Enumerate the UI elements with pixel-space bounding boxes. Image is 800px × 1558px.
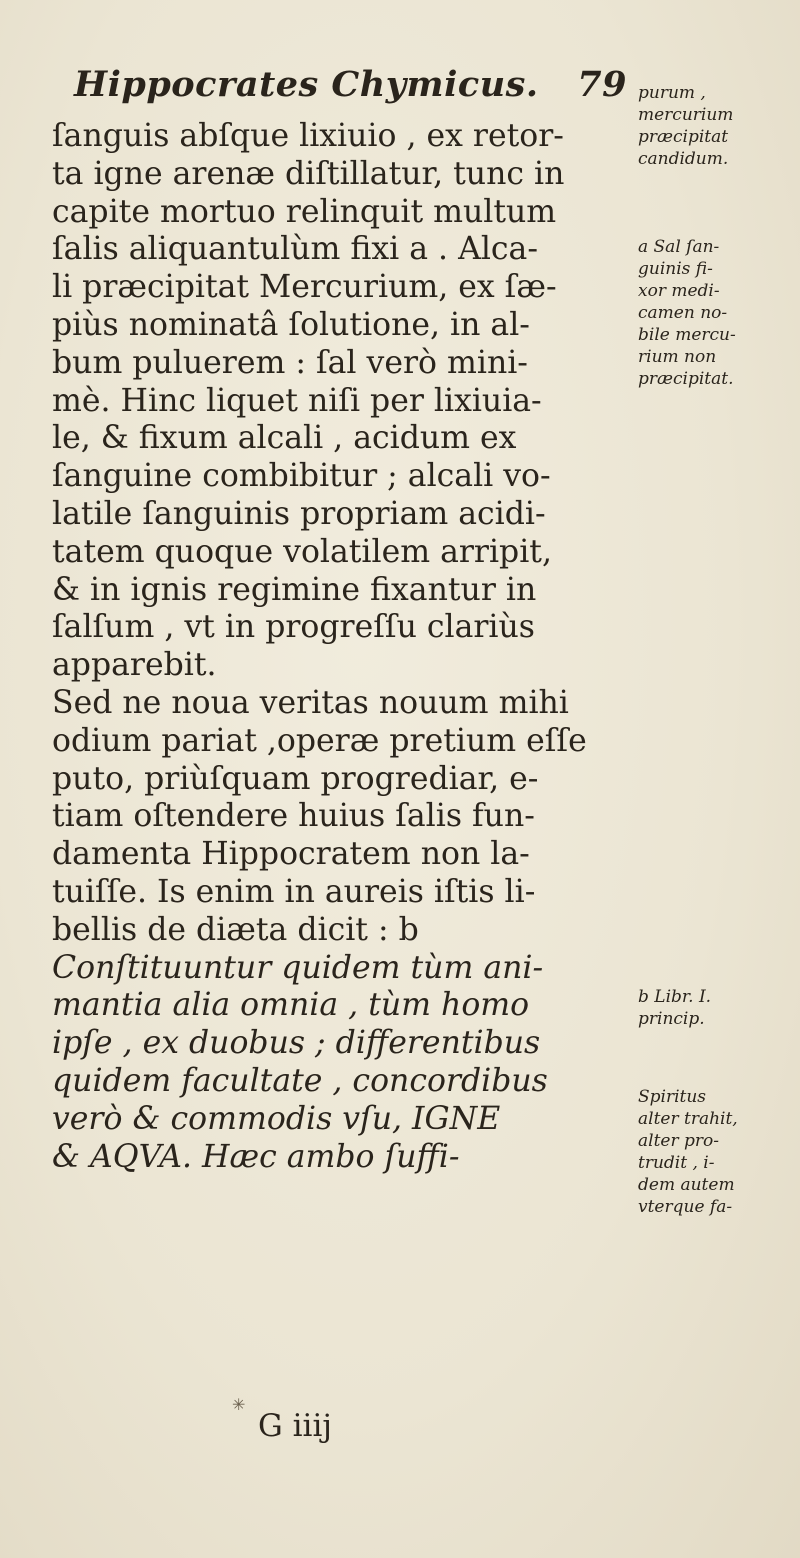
text-line: tatem quoque volatilem arripit, bbox=[52, 533, 552, 570]
margin-note bbox=[638, 1086, 788, 1218]
margin-note-line: guinis fi- bbox=[638, 259, 713, 279]
margin-note-line: dem autem bbox=[638, 1175, 735, 1195]
text-line: le, & fixum alcali , acidum ex bbox=[52, 420, 517, 457]
running-head bbox=[74, 64, 674, 105]
running-head-title: Hippocrates Chymicus. bbox=[74, 64, 539, 105]
text-line: ta igne arenæ diſtillatur, tunc in bbox=[52, 155, 565, 192]
text-line: ſalſum , vt in progreſſu clariùs bbox=[52, 609, 535, 646]
margin-note-line: candidum. bbox=[638, 149, 729, 169]
margin-note-line: bile mercu- bbox=[638, 325, 736, 345]
text-line: & in ignis regimine fixantur in bbox=[52, 571, 537, 608]
margin-note-line: alter pro- bbox=[638, 1131, 719, 1151]
page-number: 79 bbox=[577, 64, 627, 105]
text-line: apparebit. bbox=[52, 647, 217, 684]
text-line: ſanguine combibitur ; alcali vo- bbox=[52, 458, 551, 495]
margin-note-line: xor medi- bbox=[638, 281, 720, 301]
margin-note-line: a Sal ſan- bbox=[638, 237, 720, 257]
text-line: latile ſanguinis propriam acidi- bbox=[52, 495, 546, 532]
text-line: ſalis aliquantulùm fixi a . Alca- bbox=[52, 231, 538, 268]
ornament-icon: ✳ bbox=[232, 1395, 246, 1414]
text-line: odium pariat ,operæ pretium eſſe bbox=[52, 722, 587, 759]
signature-mark: G iiij bbox=[258, 1408, 332, 1444]
quotation-line: Conſtituuntur quidem tùm ani- bbox=[52, 949, 544, 986]
text-line: bum puluerem : ſal verò mini- bbox=[52, 344, 528, 381]
text-line: Sed ne noua veritas nouum mihi bbox=[52, 684, 569, 721]
margin-note-line: vterque fa- bbox=[638, 1197, 733, 1217]
text-line: piùs nominatâ ſolutione, in al- bbox=[52, 306, 530, 343]
margin-note-line: Spiritus bbox=[638, 1087, 707, 1107]
margin-note-line: camen no- bbox=[638, 303, 728, 323]
margin-note-line: trudit , i- bbox=[638, 1153, 715, 1173]
quotation-line: verò & commodis vſu, IGNE bbox=[52, 1100, 501, 1137]
main-text-column bbox=[52, 118, 632, 1176]
quotation-line: mantia alia omnia , tùm homo bbox=[52, 987, 530, 1024]
text-line: mè. Hinc liquet niſi per lixiuia- bbox=[52, 382, 542, 419]
margin-note-line: b Libr. I. bbox=[638, 987, 712, 1007]
margin-note bbox=[638, 986, 788, 1030]
margin-note-line: purum , bbox=[638, 83, 706, 103]
text-line: li præcipitat Mercurium, ex ſæ- bbox=[52, 269, 557, 306]
margin-note-line: præcipitat. bbox=[638, 369, 734, 389]
quotation-line: ipſe , ex duobus ; differentibus bbox=[52, 1025, 541, 1062]
quotation-line: quidem facultate , concordibus bbox=[52, 1062, 548, 1099]
margin-note-line: alter trahit, bbox=[638, 1109, 738, 1129]
text-line: tiam oſtendere huius ſalis fun- bbox=[52, 798, 535, 835]
text-line: tuiſſe. Is enim in aureis iſtis li- bbox=[52, 873, 536, 910]
text-line: ſanguis abſque lixiuio , ex retor- bbox=[52, 118, 564, 154]
text-line: damenta Hippocratem non la- bbox=[52, 836, 530, 873]
margin-note-line: mercurium bbox=[638, 105, 734, 125]
margin-note-line: princip. bbox=[638, 1009, 705, 1029]
margin-note-line: præcipitat bbox=[638, 127, 729, 147]
quotation-line: & AQVA. Hæc ambo ſuffi- bbox=[52, 1138, 460, 1175]
margin-note-line: rium non bbox=[638, 347, 717, 367]
margin-note bbox=[638, 82, 788, 170]
margin-note bbox=[638, 236, 788, 390]
text-line: bellis de diæta dicit : b bbox=[52, 911, 419, 948]
text-line: capite mortuo relinquit multum bbox=[52, 193, 557, 230]
text-line: puto, priùſquam progrediar, e- bbox=[52, 760, 539, 797]
